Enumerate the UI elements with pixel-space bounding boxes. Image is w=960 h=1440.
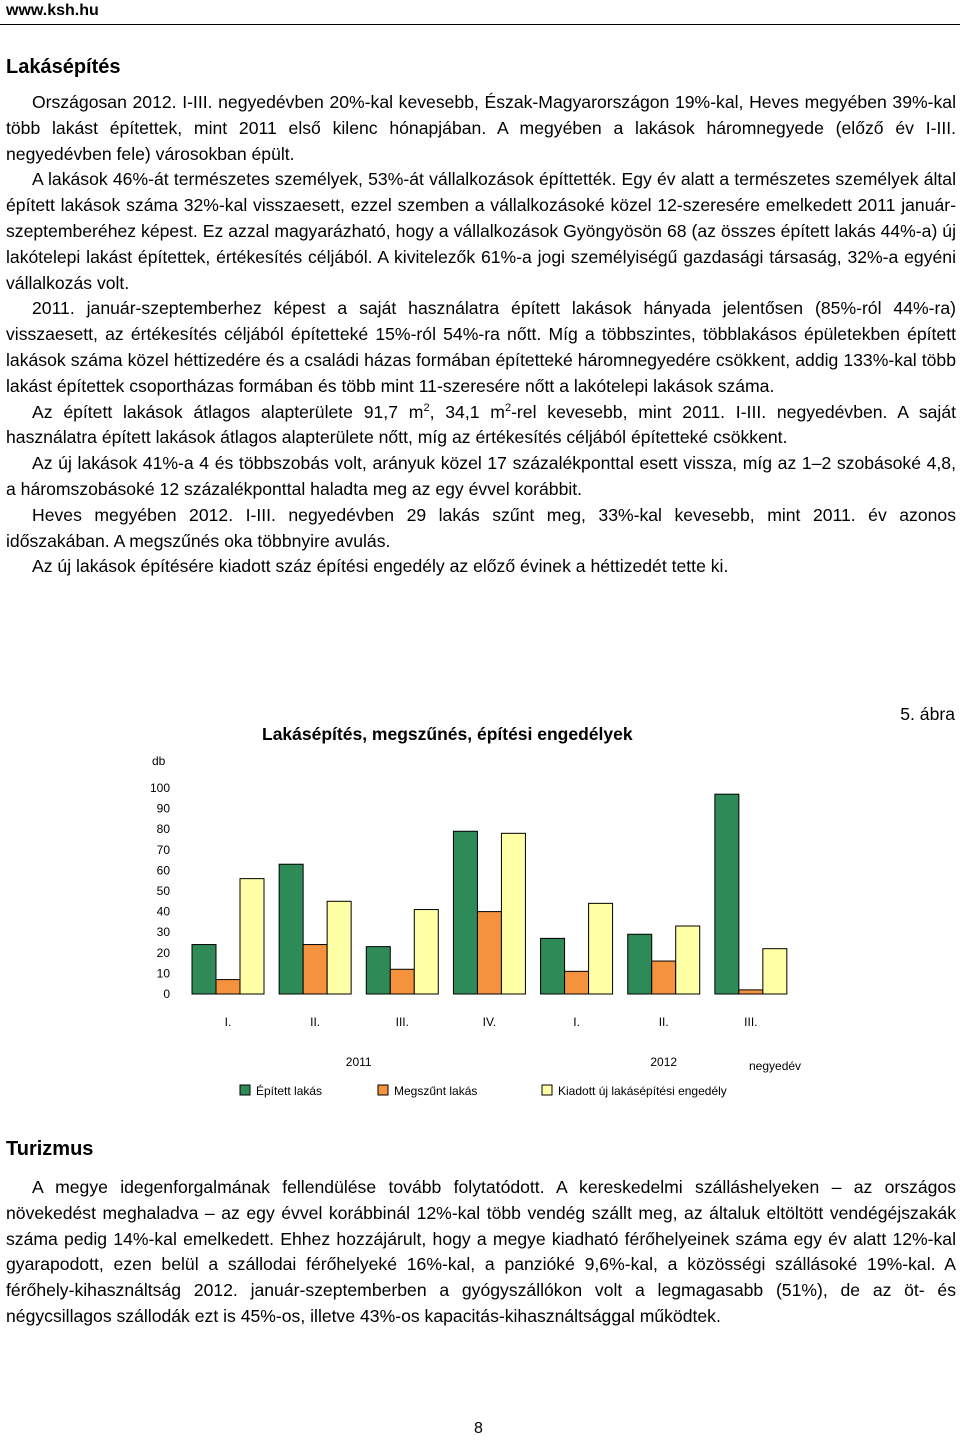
legend-swatch: [542, 1085, 552, 1095]
paragraph-area: Az épített lakások átlagos alapterülete 91,7 $m^2$, 34,1 $m^2$-rel kevesebb, mint 2011. I-III. negyedévben. A saját használatra épített lakások átlagos alapterülete nőtt, míg az értékesítés céljából építetteké csökkent.: [6, 401, 956, 448]
section-title-lakasepites: Lakásépítés: [6, 56, 121, 78]
legend-swatch: [240, 1085, 250, 1095]
figure-label: 5. ábra: [900, 704, 955, 724]
bar: [327, 901, 351, 994]
y-tick-label: 90: [156, 801, 170, 816]
bar: [303, 945, 327, 994]
legend-label: Megszűnt lakás: [394, 1084, 478, 1098]
bar: [715, 794, 739, 994]
x-axis-label: negyedév: [749, 1059, 802, 1073]
chart-title: Lakásépítés, megszűnés, építési engedélyek: [262, 724, 633, 744]
header-rule: [0, 24, 960, 25]
site-url[interactable]: www.ksh.hu: [6, 2, 99, 19]
bar-chart: [130, 748, 830, 1108]
paragraph: Az új lakások 41%-a 4 és többszobás volt, arányuk közel 17 százalékponttal esett vissza, míg az 1–2 szobásoké 4,8, a háromszobásoké 12 százalékponttal haladta meg az egy évvel korábbit.: [6, 453, 956, 499]
bar: [565, 971, 589, 994]
bar: [453, 831, 477, 994]
bar: [390, 969, 414, 994]
y-tick-label: 40: [156, 904, 170, 919]
paragraph: Országosan 2012. I-III. negyedévben 20%-kal kevesebb, Észak-Magyarországon 19%-kal, Heves megyében 39%-kal több lakást építettek, mint 2011 első kilenc hónapjában. A megyében a lakások háromnegyede (előző év I-III. negyedévben fele) városokban épült.: [6, 92, 956, 164]
section2-body: [6, 1175, 956, 1330]
paragraph: A megye idegenforgalmának fellendülése tovább folytatódott. A kereskedelmi szálláshelyeken – az országos növekedést meghaladva – az egy évvel korábbinál 12%-kal több vendég szállt meg, az általuk eltöltött vendégéjszakák száma pedig 14%-kal emelkedett. Ehhez hozzájárult, hogy a megye kiadható férőhelyeinek száma egy év alatt 12%-kal gyarapodott, ezen belül a szállodai férőhelyeké 16%-kal, a panzióké 9,6%-kal, a közösségi szállásoké 19%-kal. A férőhely-kihasználtság 2012. január-szeptemberben a gyógyszállókon volt a legmagasabb (51%), de az öt- és négycsillagos szállodák ezt is 45%-os, illetve 43%-os kapacitás-kihasználtsággal működtek.: [6, 1177, 956, 1326]
legend-label: Kiadott új lakásépítési engedély: [558, 1084, 727, 1098]
y-tick-label: 50: [156, 884, 170, 898]
legend-label: Épített lakás: [256, 1084, 323, 1098]
x-tick-label: III.: [744, 1015, 758, 1029]
x-tick-label: II.: [658, 1015, 669, 1029]
y-tick-label: 80: [156, 822, 170, 837]
section1-body: [6, 90, 956, 580]
bar: [739, 990, 763, 994]
paragraph: Az új lakások építésére kiadott száz építési engedély az előző évinek a héttizedét tette ki.: [32, 556, 729, 577]
bar: [652, 961, 676, 994]
group-label: 2012: [650, 1055, 678, 1069]
y-tick-label: 100: [149, 781, 170, 795]
bar: [366, 947, 390, 994]
y-tick-label: 10: [156, 966, 170, 981]
y-axis-label: db: [152, 754, 166, 768]
bar: [763, 949, 787, 994]
bar: [477, 912, 501, 994]
bar: [240, 879, 264, 994]
y-tick-label: 30: [156, 925, 170, 940]
bar: [541, 938, 565, 994]
group-label: 2011: [345, 1055, 372, 1069]
bar: [676, 926, 700, 994]
y-tick-label: 20: [156, 945, 170, 960]
bar: [501, 833, 525, 994]
y-tick-label: 0: [163, 987, 170, 1001]
x-tick-label: I.: [573, 1015, 580, 1029]
x-tick-label: I.: [224, 1015, 232, 1029]
paragraph: 2011. január-szeptemberhez képest a saját használatra épített lakások hányada jelentősen (85%-ról 44%-ra) visszaesett, az értékesítés céljából építetteké 15%-ról 54%-ra nőtt. Míg a többszintes, többlakásos épületekben épített lakások száma közel héttizedére és a családi házas formában építetteké háromnegyedére csökkent, addig 133%-kal több lakást építettek csoportházas formában és több mint 11-szeresére nőtt a lakótelepi lakások száma.: [6, 298, 956, 396]
paragraph: Heves megyében 2012. I-III. negyedévben 29 lakás szűnt meg, 33%-kal kevesebb, mint 2011. év azonos időszakában. A megszűnés oka többnyire avulás.: [6, 504, 956, 551]
x-tick-label: II.: [310, 1015, 321, 1029]
bar: [216, 980, 240, 994]
bar: [192, 945, 216, 994]
bar: [628, 934, 652, 994]
legend-swatch: [378, 1085, 388, 1095]
page-number: 8: [474, 1420, 483, 1437]
bar: [279, 864, 303, 994]
x-tick-label: III.: [395, 1015, 409, 1029]
y-tick-label: 70: [156, 842, 170, 857]
section-title-turizmus: Turizmus: [6, 1138, 94, 1160]
bar: [589, 903, 613, 994]
bar: [414, 910, 438, 994]
y-tick-label: 60: [156, 863, 170, 878]
x-tick-label: IV.: [482, 1015, 497, 1029]
paragraph: A lakások 46%-át természetes személyek, 53%-át vállalkozások építtették. Egy év alatt a természetes személyek által épített lakások száma 32%-kal visszaesett, ezzel szemben a vállalkozásoké közel 12-szeresére emelkedett 2011 január-szeptemberéhez képest. Ez azzal magyarázható, hogy a vállalkozások Gyöngyösön 68 (az összes épített lakás 44%-a) új lakótelepi lakást építettek, értékesítés céljából. A kivitelezők 61%-a jogi személyiségű gazdasági társaság, 32%-a egyéni vállalkozás volt.: [6, 169, 956, 293]
